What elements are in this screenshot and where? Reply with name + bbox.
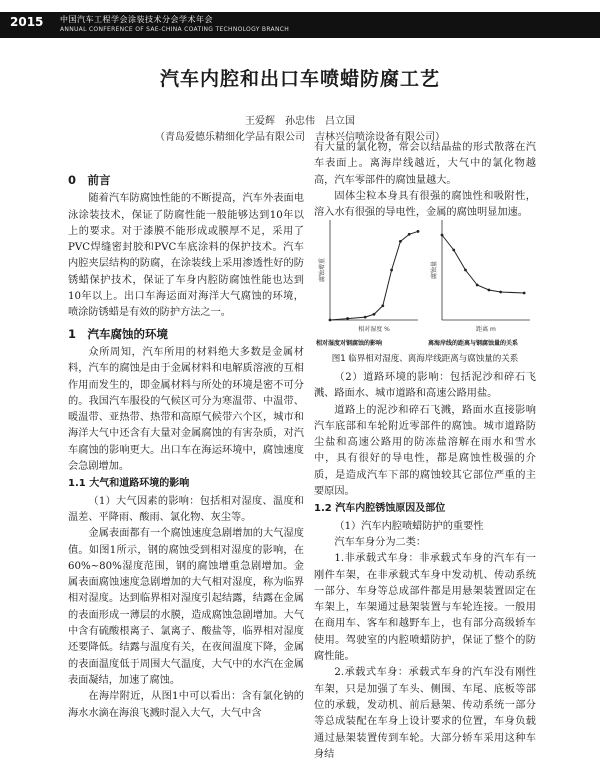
running-header [0, 0, 600, 40]
section-heading-0: 0 前言 [68, 173, 111, 187]
data-point [364, 316, 367, 319]
paragraph: 固体尘粒本身具有很强的腐蚀性和吸附性，溶入水有很强的导电性，金属的腐蚀明显加速。 [314, 190, 536, 219]
data-point [441, 234, 444, 237]
chart-humidity-corrosion [318, 220, 419, 333]
figure-caption: 图1 临界相对湿度、离海岸线距离与腐蚀量的关系 [331, 354, 519, 364]
series-line [330, 231, 418, 320]
paragraph: 众所周知，汽车所用的材料绝大多数是金属材料，汽车的腐蚀是由于金属材料和电解质溶液的互相作用而发生的，即金属材料与所处的环境是密不可分的。我国汽车服役的气候区可分为寒温带、中温带、暖温带、亚热带、热带和高原气候带六个区，城市和海洋大气中还含有大量对金属腐蚀的有害杂质，对汽车腐蚀的影响更大。出口车在海运环境中，腐蚀速度会急剧增加。 [68, 346, 304, 473]
data-point [373, 313, 376, 316]
paragraph: （1）大气因素的影响：包括相对湿度、温度和温差、平降雨、酸雨、氯化物、灰尘等。 [68, 495, 304, 523]
data-point [408, 233, 411, 236]
paragraph: 有大量的氯化物，常会以结晶盐的形式散落在汽车表面上。离海岸线越近，大气中的氯化物越高，汽车零部件的腐蚀量越大。 [314, 142, 536, 186]
paragraph: 道路上的泥沙和碎石飞溅，路面水直接影响汽车底部和车轮附近零部件的腐蚀。城市道路防尘盐和高速公路用的防冻盐溶解在雨水和雪水中，具有很好的导电性，都是腐蚀性极强的介质，是造成汽车下部的腐蚀较其它部位严重的主要原因。 [314, 404, 536, 498]
figure-subcaption-b: 离海岸线的距离与钢腐蚀量的关系 [428, 340, 519, 347]
data-point [399, 240, 402, 243]
data-point [417, 230, 420, 233]
paragraph: 汽车车身分为二类： [334, 536, 427, 548]
data-point [464, 269, 467, 272]
paragraph: 随着汽车防腐蚀性能的不断提高，汽车外表面电泳涂装技术，保证了防腐性能一般能够达到10年以上的要求。对于漆膜不能形成或膜厚不足，采用了PVC焊缝密封胶和PVC车底涂料的保护技术。汽车内腔夹层结构的防腐，在涂装线上采用渗透性好的防锈蜡保护技术，保证了车身内腔防腐蚀性能也达到10年以上。出口车海运面对海洋大气腐蚀的环境，喷涂防锈蜡是有效的防护方法之一。 [68, 193, 304, 319]
section-heading-1: 1 汽车腐蚀的环境 [68, 326, 169, 341]
header-conference-subtitle: ANNUAL CONFERENCE OF SAE-CHINA COATING TECHNOLOGY BRANCH [60, 26, 290, 33]
y-axis-label: 腐蚀增重 [319, 257, 326, 283]
data-point [452, 249, 455, 252]
figure-1 [318, 212, 536, 344]
paragraph: 金属表面都有一个腐蚀速度急剧增加的大气湿度值。如图1所示，钢的腐蚀受到相对湿度的影响，在60%~80%湿度范围，钢的腐蚀增重急剧增加。金属表面腐蚀速度急剧增加的大气相对湿度，称为临界相对湿度。达到临界相对湿度引起结露，结露在金属的表面形成一薄层的水膜，造成腐蚀急剧增加。大气中含有硫酸根离子、氯离子、酸盐等，临界相对湿度还要降低。结露与温度有关，在夜间温度下降，金属的表面温度低于周围大气温度，大气中的水汽在金属表面凝结，加速了腐蚀。 [68, 528, 304, 686]
header-year: 2015 [10, 15, 44, 29]
paragraph: 2.承载式车身：承载式车身的汽车没有刚性车架，只是加强了车头、侧围、车尾、底板等部位的承载，发动机、前后悬架、传动系统一部分等总成装配在车身上设计要求的位置，车身负载通过悬架装置传到车轮。大部分轿车采用这种车身结 [314, 667, 536, 760]
paragraph: （1）汽车内腔喷蜡防护的重要性 [334, 520, 484, 532]
y-axis-label: 腐蚀量 [431, 260, 438, 280]
data-point [390, 269, 393, 272]
paragraph: （2）道路环境的影响：包括泥沙和碎石飞溅、路面水、城市道路和高速公路用盐。 [314, 372, 536, 400]
series-line [442, 235, 524, 293]
subsection-heading-1-2: 1.2 汽车内腔锈蚀原因及部位 [314, 503, 446, 515]
data-point [523, 292, 526, 295]
data-point [499, 291, 502, 294]
figure-subcaption-a: 相对湿度对钢腐蚀的影响 [316, 340, 383, 347]
paragraph: 在海岸附近，从图1中可以看出：含有氯化钠的海水水滴在海浪飞溅时混入大气，大气中含 [68, 691, 304, 719]
data-point [488, 289, 491, 292]
authors: 王爱辉 孙忠伟 吕立国 [245, 116, 355, 127]
header-conference-title: 中国汽车工程学会涂装技术分会学术年会 [60, 15, 213, 24]
data-point [346, 317, 349, 320]
paper-title: 汽车内腔和出口车喷蜡防腐工艺 [159, 68, 440, 90]
x-axis-label: 距离 m [476, 326, 496, 333]
data-point [476, 284, 479, 287]
x-axis-label: 相对湿度 % [358, 326, 390, 333]
right-column-top [314, 140, 536, 221]
chart-distance-corrosion [430, 220, 530, 333]
left-column [68, 168, 304, 722]
subsection-heading-1-1: 1.1 大气和道路环境的影响 [68, 478, 190, 490]
data-point [329, 319, 332, 322]
right-column-bottom [314, 370, 536, 763]
affiliation: （青岛爱德乐精细化学品有限公司 吉林兴信喷涂设备有限公司） [155, 132, 445, 143]
paragraph: 1.非承载式车身：非承载式车身的汽车有一刚件车架，在非承载式车身中发动机、传动系统一部分、车身等总成部件都是用悬架装置固定在车架上，车架通过悬架装置与车轮连接。一般用在商用车、客车和越野车上，也有部分高级轿车使用。驾驶室的内腔喷蜡防护，保证了整个的防腐性能。 [314, 553, 536, 663]
data-point [381, 304, 384, 307]
